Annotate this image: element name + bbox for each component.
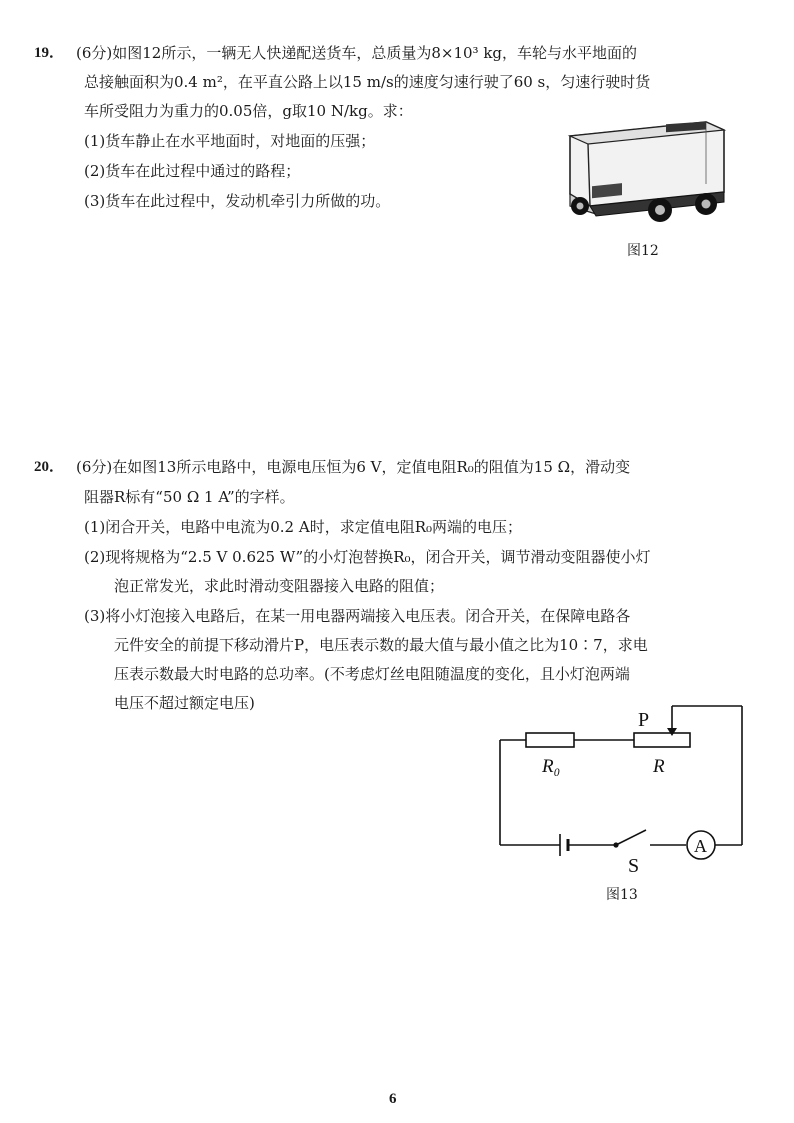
sub-question: (3)货车在此过程中，发动机牵引力所做的功。 [84,192,391,210]
rheostat-r [634,733,690,747]
label-s: S [628,855,640,877]
sub-question-continued: 泡正常发光，求此时滑动变阻器接入电路的阻值； [114,577,445,595]
question-number: 19． [34,45,65,61]
sub-question-continued: 元件安全的前提下移动滑片P，电压表示数的最大值与最小值之比为10∶7，求电 [114,636,648,654]
sub-question-continued: 压表示数最大时电路的总功率。(不考虑灯丝电阻随温度的变化，且小灯泡两端 [114,665,630,683]
page-number: 6 [389,1091,397,1107]
question-text-line: 车所受阻力为重力的0.05倍，g取10 N/kg。求： [84,102,413,120]
sub-question: (2)货车在此过程中通过的路程； [84,162,301,180]
question-number: 20． [34,459,65,475]
question-text-line: 总接触面积为0.4 m²，在平直公路上以15 m/s的速度匀速行驶了60 s，匀速行驶时货 [84,73,651,91]
delivery-truck-figure [556,114,734,228]
label-r: R [653,756,665,777]
label-r0: R₀ [542,756,561,777]
question-text-line: 阻器R标有“50 Ω 1 A”的字样。 [84,488,295,506]
figure-caption: 图13 [606,887,638,903]
question-text-line: (6分)在如图13所示电路中，电源电压恒为6 V，定值电阻R₀的阻值为15 Ω，滑动变 [76,458,631,476]
sub-question-continued: 电压不超过额定电压) [114,694,255,712]
question-text-line: (6分)如图12所示，一辆无人快递配送货车，总质量为8×10³ kg，车轮与水平地面的 [76,44,638,62]
sub-question: (1)货车静止在水平地面时，对地面的压强； [84,132,376,150]
sub-question: (2)现将规格为“2.5 V 0.625 W”的小灯泡替换R₀，闭合开关，调节滑动变阻器使小灯 [84,548,651,566]
label-p: P [638,709,650,731]
figure-caption: 图12 [627,243,659,259]
sub-question: (3)将小灯泡接入电路后，在某一用电器两端接入电压表。闭合开关，在保障电路各 [84,607,631,625]
circuit-diagram [490,700,750,880]
label-a: A [694,836,707,856]
resistor-r0 [526,733,574,747]
sub-question: (1)闭合开关，电路中电流为0.2 A时，求定值电阻R₀两端的电压； [84,518,523,536]
